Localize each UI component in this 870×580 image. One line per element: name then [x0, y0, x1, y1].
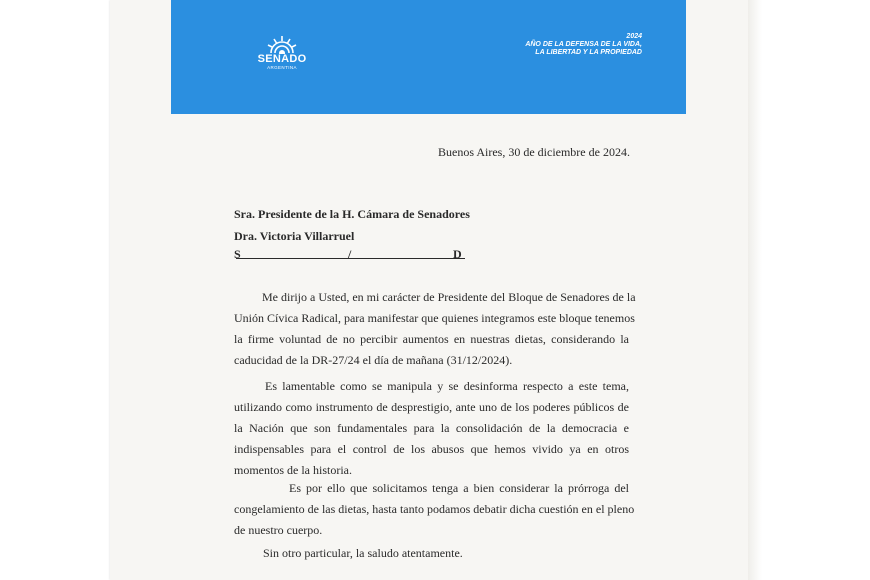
motto-year: 2024 — [626, 33, 642, 40]
body-line: caducidad de la DR-27/24 el día de mañana (31/12/2024). — [234, 353, 513, 367]
sd-d: D — [453, 247, 462, 261]
body-line: congelamiento de las dietas, hasta tanto podamos debatir dicha cuestión en el pleno — [234, 502, 635, 516]
sun-rays-icon — [265, 34, 299, 54]
body-line: momentos de la historia. — [234, 463, 352, 477]
date-line: Buenos Aires, 30 de diciembre de 2024. — [438, 145, 630, 159]
year-motto — [525, 33, 642, 57]
senado-logo — [253, 34, 311, 71]
sd-underline — [236, 258, 465, 259]
body-line: Es por ello que solicitamos tenga a bien considerar la prórroga del — [289, 481, 629, 495]
background-right — [762, 0, 870, 580]
body-line: de nuestro cuerpo. — [234, 523, 323, 537]
sd-slash: / — [348, 247, 352, 261]
sd-s: S — [234, 247, 241, 261]
background-left — [0, 0, 110, 580]
recipient-name: Dra. Victoria Villarruel — [234, 229, 355, 243]
logo-subtitle: ARGENTINA — [267, 65, 297, 70]
body-line: Es lamentable como se manipula y se desinforma respecto a este tema, — [265, 379, 629, 393]
body-line: indispensables para el control de los abusos que hemos vivido ya en otros — [234, 442, 629, 456]
body-line: Unión Cívica Radical, para manifestar que quienes integramos este bloque tenemos — [234, 311, 635, 325]
recipient-title: Sra. Presidente de la H. Cámara de Senadores — [234, 207, 470, 221]
body-line: utilizando como instrumento de desprestigio, ante uno de los poderes públicos de — [234, 400, 629, 414]
motto-line-1: AÑO DE LA DEFENSA DE LA VIDA, — [525, 41, 642, 48]
motto-line-2: LA LIBERTAD Y LA PROPIEDAD — [535, 49, 642, 56]
letterhead-banner — [171, 0, 686, 114]
logo-title: SENADO — [257, 53, 307, 65]
closing-line: Sin otro particular, la saludo atentamente. — [263, 546, 463, 560]
body-line: la Nación que son fundamentales para la consolidación de la democracia e — [234, 421, 629, 435]
body-line: Me dirijo a Usted, en mi carácter de Presidente del Bloque de Senadores de la — [262, 290, 636, 304]
body-line: la firme voluntad de no percibir aumentos en nuestras dietas, considerando la — [234, 332, 629, 346]
page-edge — [748, 0, 762, 580]
